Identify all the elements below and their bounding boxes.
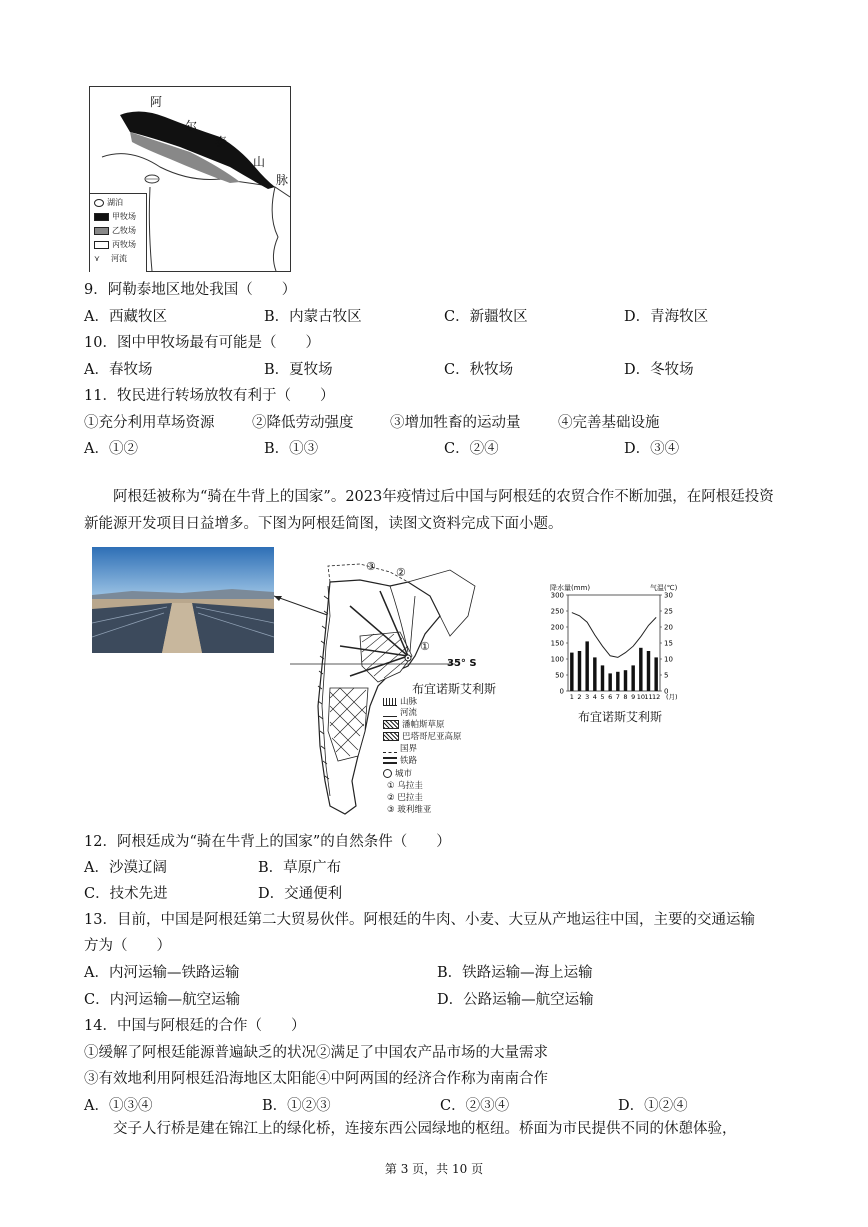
map1-label-1: 阿: [150, 95, 163, 109]
legend-jia: 甲牧场: [94, 212, 136, 222]
x-tick-label: 9: [631, 693, 636, 701]
q12-option-a: A．沙漠辽阔: [84, 860, 167, 876]
q14-option-c: C．②③④: [440, 1098, 510, 1114]
border-icon: [383, 745, 397, 753]
y-tick-label: 100: [550, 655, 564, 664]
q14-option-a: A．①③④: [84, 1098, 153, 1114]
q9-option-b: B．内蒙古牧区: [264, 309, 362, 325]
temperature-line: [572, 613, 656, 658]
q12-option-c: C．技术先进: [84, 886, 168, 902]
x-tick-label: 1: [569, 693, 574, 701]
map1-label-3: 泰: [215, 135, 228, 149]
q12-option-d: D．交通便利: [258, 886, 343, 902]
x-tick-label: 10: [636, 693, 645, 701]
map1-legend: [90, 193, 147, 272]
latitude-label: 35° S: [447, 658, 477, 669]
hatch-icon: [383, 720, 399, 729]
q11-option-b: B．①③: [264, 441, 319, 457]
map2-legend-paraguay: ② 巴拉圭: [387, 793, 423, 803]
map2-legend-bolivia: ③ 玻利维亚: [387, 805, 432, 815]
border-line: [272, 187, 278, 271]
q11-statement-3: ③增加牲畜的运动量: [390, 415, 521, 431]
y2-tick-label: 25: [664, 607, 673, 616]
river-line: [149, 187, 152, 271]
solar-farm-drawing: [92, 547, 274, 653]
legend-river: ⋎ 河流: [94, 254, 127, 263]
q10-option-c: C．秋牧场: [444, 362, 514, 378]
precip-bar: [601, 665, 604, 691]
x-tick-label: 7: [615, 693, 620, 701]
x-tick-label: 2: [577, 693, 582, 701]
next-passage-start: 交子人行桥是建在锦江上的绿化桥，连接东西公园绿地的枢纽。桥面为市民提供不同的休憩体验，: [113, 1121, 737, 1137]
q10-option-d: D．冬牧场: [624, 362, 694, 378]
y-tick-label: 300: [550, 591, 564, 600]
y-tick-label: 50: [555, 671, 564, 680]
q11-option-d: D．③④: [624, 441, 680, 457]
q14-option-d: D．①②④: [618, 1098, 688, 1114]
map1-label-5: 脉: [276, 173, 289, 187]
q12-stem: 12．阿根廷成为“骑在牛背上的国家”的自然条件（ ）: [84, 834, 451, 850]
q14-statements-2: ③有效地利用阿根廷沿海地区太阳能④中阿两国的经济合作称为南南合作: [84, 1071, 548, 1087]
chart-title: 布宜诺斯艾利斯: [578, 710, 663, 724]
x-tick-label: 8: [623, 693, 628, 701]
q13-option-c: C．内河运输—航空运输: [84, 992, 241, 1008]
pasture-jia: [120, 111, 275, 189]
q13-option-d: D．公路运输—航空运输: [437, 992, 594, 1008]
y2-tick-label: 20: [664, 623, 673, 632]
q12-option-b: B．草原广布: [258, 860, 342, 876]
x-tick-label: 11: [644, 693, 653, 701]
y2-tick-label: 10: [664, 655, 673, 664]
map2-legend-uruguay: ① 乌拉圭: [387, 781, 423, 791]
map2-legend-railway: 铁路: [383, 756, 417, 767]
q11-statement-1: ①充分利用草场资源: [84, 415, 215, 431]
q14-option-b: B．①②③: [262, 1098, 331, 1114]
y-tick-label: 250: [550, 607, 564, 616]
page-footer: 第 3 页，共 10 页: [384, 1162, 484, 1176]
grey-swatch-icon: [94, 227, 109, 235]
patagonia-area: [328, 688, 368, 761]
precip-bar: [570, 653, 573, 691]
y-tick-label: 0: [559, 687, 564, 696]
precip-bar: [654, 657, 657, 691]
argentina-intro: 阿根廷被称为“骑在牛背上的国家”。2023年疫情过后中国与阿根廷的农贸合作不断加强，在阿根廷投资新能源开发项目日益增多。下图为阿根廷简图，读图文资料完成下面小题。: [84, 489, 774, 532]
q9-stem: 9．阿勒泰地区地处我国（ ）: [84, 282, 297, 298]
river-icon: [383, 709, 397, 717]
map1-label-2: 尔: [185, 119, 198, 133]
q10-stem: 10．图中甲牧场最有可能是（ ）: [84, 335, 320, 351]
precip-axis-label: 降水量(mm): [550, 584, 591, 592]
q10-option-b: B．夏牧场: [264, 362, 333, 378]
y2-tick-label: 15: [664, 639, 673, 648]
precip-bar: [585, 641, 588, 691]
q11-statement-2: ②降低劳动强度: [252, 415, 354, 431]
q13-option-b: B．铁路运输—海上运输: [437, 965, 593, 981]
city-legend-icon: [383, 769, 392, 778]
temp-axis-label: 气温(℃): [650, 584, 678, 592]
y-tick-label: 200: [550, 623, 564, 632]
x-tick-label: 5: [600, 693, 605, 701]
lake-icon: [94, 199, 104, 207]
q11-option-a: A．①②: [84, 441, 138, 457]
q13-stem-1: 13．目前，中国是阿根廷第二大贸易伙伴。阿根廷的牛肉、小麦、大豆从产地运往中国，主要的交通运输: [84, 912, 755, 928]
map2-label-uruguay: ①: [420, 640, 430, 653]
q9-option-a: A．西藏牧区: [84, 309, 167, 325]
precip-bar: [647, 651, 650, 691]
q9-option-d: D．青海牧区: [624, 309, 709, 325]
x-tick-label: 4: [592, 693, 597, 701]
map2-legend-pampas: 潘帕斯草原: [383, 720, 445, 731]
q9-option-c: C．新疆牧区: [444, 309, 528, 325]
map2-label-bolivia: ③: [366, 560, 376, 573]
q11-statement-4: ④完善基础设施: [558, 415, 660, 431]
x-unit-label: (月): [666, 693, 678, 701]
q13-stem-2: 方为（ ）: [84, 938, 171, 954]
map2-legend-patagonia: 巴塔哥尼亚高原: [383, 732, 462, 743]
q11-stem: 11．牧民进行转场放牧有利于（ ）: [84, 388, 335, 404]
mountain-icon: [383, 698, 397, 706]
legend-lake: 湖泊: [94, 198, 123, 208]
city-label: 布宜诺斯艾利斯: [412, 682, 497, 696]
precip-bar: [593, 657, 596, 691]
solar-farm-photo: [92, 547, 274, 653]
x-tick-label: 12: [652, 693, 661, 701]
x-tick-label: 3: [585, 693, 590, 701]
precip-bar: [616, 672, 619, 691]
white-swatch-icon: [94, 241, 109, 249]
map2-label-paraguay: ②: [396, 566, 406, 579]
map1-label-4: 山: [253, 155, 266, 169]
y2-tick-label: 0: [664, 687, 669, 696]
plot-frame: [568, 595, 660, 691]
q14-statements-1: ①缓解了阿根廷能源普遍缺乏的状况②满足了中国农产品市场的大量需求: [84, 1045, 548, 1061]
climate-chart: [540, 583, 700, 703]
map2-legend-city: 城市: [383, 769, 412, 780]
precip-bar: [631, 665, 634, 691]
precip-bar: [624, 670, 627, 691]
map2-legend-border: 国界: [383, 744, 417, 755]
crosshatch-icon: [383, 732, 399, 741]
legend-yi: 乙牧场: [94, 226, 136, 236]
y2-tick-label: 30: [664, 591, 673, 600]
black-swatch-icon: [94, 213, 109, 221]
q11-option-c: C．②④: [444, 441, 499, 457]
q14-stem: 14．中国与阿根廷的合作（ ）: [84, 1018, 306, 1034]
q13-option-a: A．内河运输—铁路运输: [84, 965, 240, 981]
altai-map: [89, 86, 291, 272]
y2-tick-label: 5: [664, 671, 669, 680]
y-tick-label: 150: [550, 639, 564, 648]
map2-legend-mountain: 山脉: [383, 697, 417, 708]
q10-option-a: A．春牧场: [84, 362, 153, 378]
map2-legend-river: 河流: [383, 708, 417, 719]
x-tick-label: 6: [608, 693, 613, 701]
precip-bar: [578, 651, 581, 691]
precip-bar: [639, 648, 642, 691]
precip-bar: [608, 673, 611, 691]
river-icon: ⋎: [94, 254, 100, 263]
railway-icon: [383, 757, 397, 764]
legend-bing: 丙牧场: [94, 240, 136, 250]
